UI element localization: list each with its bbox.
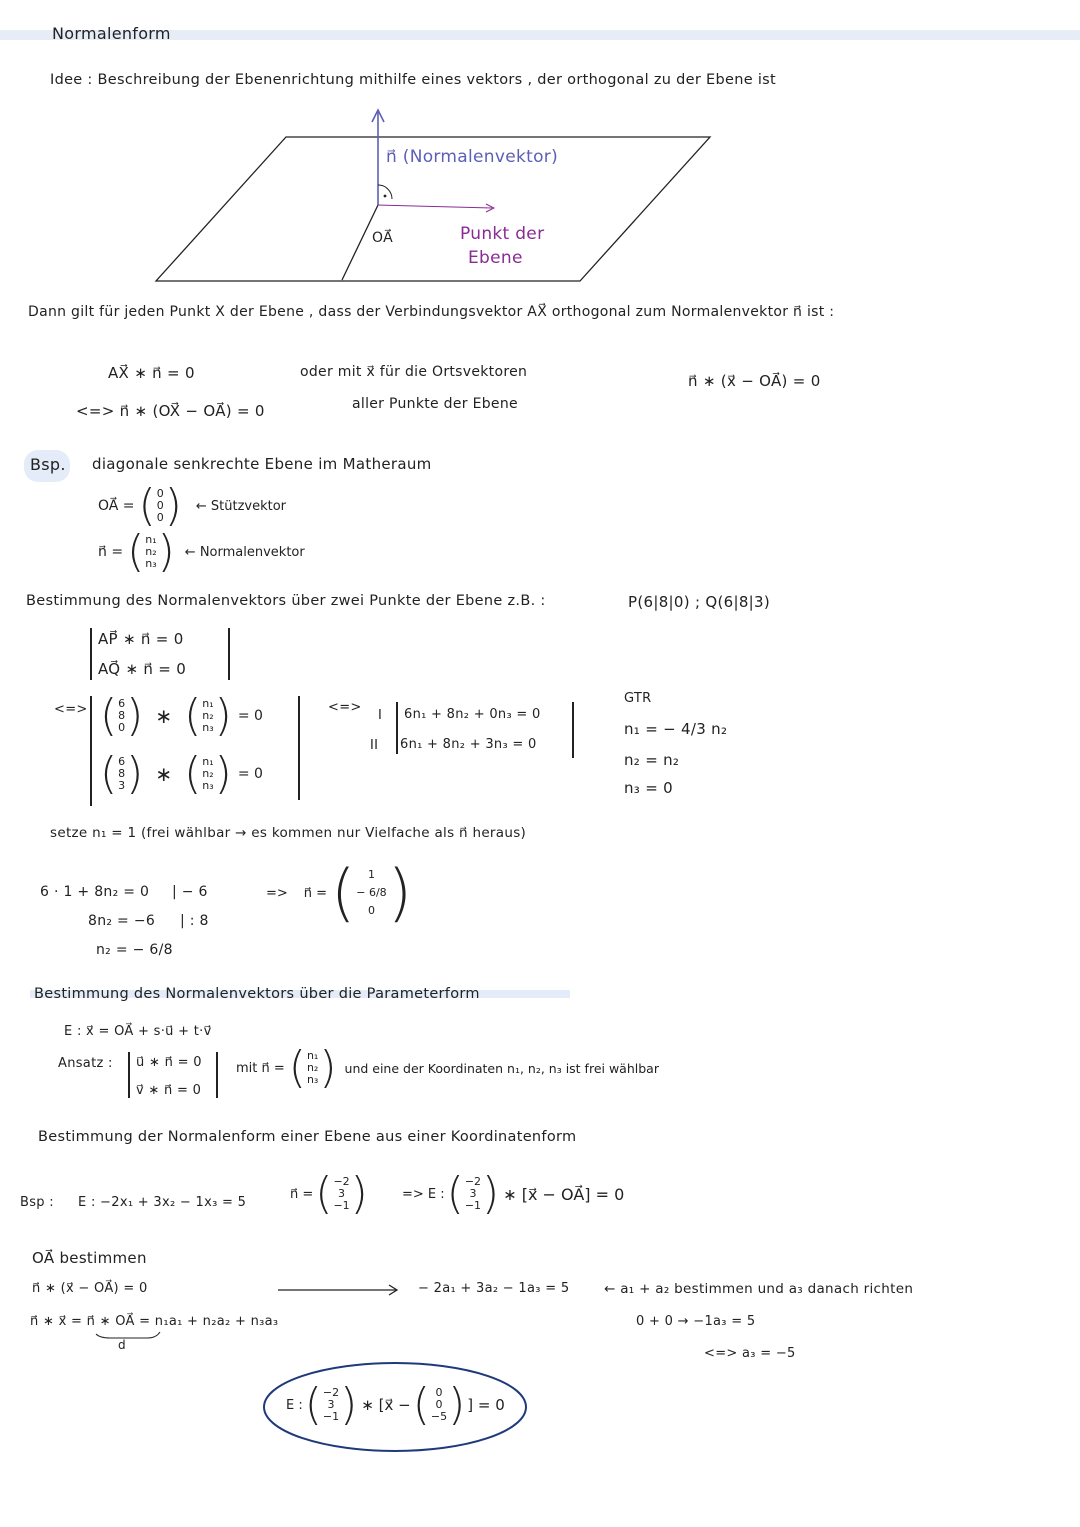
eq-n-ox-oa: <=> n⃗ ∗ (OX⃗ − OA⃗) = 0	[76, 402, 265, 420]
coord-n-row: n⃗ = ( −2 3 −1 )	[290, 1168, 368, 1219]
coord-r1: − 2a₁ + 3a₂ − 1a₃ = 5	[418, 1281, 570, 1296]
n-vector-b: n₁ n₂ n₃	[202, 755, 214, 792]
ansatz-label: Ansatz :	[58, 1056, 113, 1071]
oa-vector: 0 0 0	[156, 487, 164, 524]
eq-ax-n: AX⃗ ∗ n⃗ = 0	[108, 364, 195, 382]
coord-d: d	[118, 1338, 126, 1352]
coord-res-vector: −2 3 −1	[464, 1175, 482, 1212]
param-form: E : x⃗ = OA⃗ + s·u⃗ + t·v⃗	[64, 1024, 212, 1039]
n-lhs: n⃗ =	[98, 544, 124, 560]
calc-line-1: 6 · 1 + 8n₂ = 0	[40, 884, 150, 900]
idea-text: Idee : Beschreibung der Ebenenrichtung mithilfe eines vektors , der orthogonal zu der Ebene ist	[50, 72, 776, 88]
result-vector-row: => n⃗ = ( 1 − 6/8 0 )	[266, 856, 412, 929]
calc-line-1-op: | − 6	[172, 884, 208, 900]
coord-result-row: => E : ( −2 3 −1 ) ∗ [x⃗ − OA⃗] = 0	[402, 1168, 625, 1219]
lin-eq-2: 6n₁ + 8n₂ + 3n₃ = 0	[400, 737, 537, 752]
calc-line-2: 8n₂ = −6	[88, 913, 156, 929]
dot-product-2: ( 6 8 3 ) ∗ ( n₁ n₂ n₃ ) = 0	[100, 748, 263, 799]
ansatz-eq-1: u⃗ ∗ n⃗ = 0	[136, 1055, 202, 1070]
page-title: Normalenform	[52, 24, 171, 43]
mit-label: mit n⃗ =	[236, 1060, 285, 1076]
point-label-1: Punkt der	[460, 224, 545, 244]
implies-arrow: =>	[266, 885, 288, 901]
normal-vector-label: n⃗ (Normalenvektor)	[386, 147, 559, 167]
final-mid: ∗ [x⃗ −	[361, 1396, 411, 1414]
calc-line-3: n₂ = − 6/8	[96, 942, 173, 958]
ap-vector: 6 8 0	[118, 697, 126, 734]
oa-determine: OA⃗ bestimmen	[32, 1249, 147, 1267]
example-text: diagonale senkrechte Ebene im Matheraum	[92, 455, 432, 473]
set-n1-text: setze n₁ = 1 (frei wählbar → es kommen nur Vielfache als n⃗ heraus)	[50, 825, 527, 841]
alt-text-2: aller Punkte der Ebene	[352, 396, 518, 412]
final-oa-vector: 0 0 −5	[430, 1386, 448, 1423]
n-vector: n₁ n₂ n₃	[145, 533, 157, 570]
oa-label: OA⃗	[372, 230, 393, 246]
final-n-vector: −2 3 −1	[322, 1386, 340, 1423]
oa-lhs: OA⃗ =	[98, 498, 135, 514]
coord-r2: 0 + 0 → −1a₃ = 5	[636, 1314, 756, 1329]
n-note: ← Normalenvektor	[184, 544, 305, 560]
final-normal-form: E : ( −2 3 −1 ) ∗ [x⃗ − ( 0 0 −5 ) ] = 0	[286, 1379, 505, 1430]
sys-eq-1: AP⃗ ∗ n⃗ = 0	[98, 630, 184, 648]
n-vector-row: n⃗ = ( n₁ n₂ n₃ ) ← Normalenvektor	[98, 526, 305, 577]
coord-r3: <=> a₃ = −5	[704, 1346, 796, 1361]
coord-bsp: Bsp :	[20, 1195, 54, 1210]
dot-product-1: ( 6 8 0 ) ∗ ( n₁ n₂ n₃ ) = 0	[100, 690, 263, 741]
coord-eq: E : −2x₁ + 3x₂ − 1x₃ = 5	[78, 1195, 247, 1210]
ansatz-n-row: mit n⃗ = ( n₁ n₂ n₃ ) und eine der Koordinaten n₁, n₂, n₃ ist frei wählbar	[236, 1042, 659, 1093]
coord-step-2: n⃗ ∗ x⃗ = n⃗ ∗ OA⃗ = n₁a₁ + n₂a₂ + n₃a₃	[30, 1314, 279, 1329]
two-points-values: P(6|8|0) ; Q(6|8|3)	[628, 593, 771, 611]
roman-1: I	[378, 708, 383, 723]
coord-res-suffix: ∗ [x⃗ − OA⃗] = 0	[503, 1184, 625, 1204]
final-suffix: ] = 0	[467, 1396, 505, 1414]
roman-2: II	[370, 738, 379, 753]
ansatz-note: und eine der Koordinaten n₁, n₂, n₃ ist frei wählbar	[344, 1060, 659, 1076]
equiv-2: <=>	[328, 700, 362, 715]
aq-vector: 6 8 3	[118, 755, 126, 792]
eq-general: n⃗ ∗ (x⃗ − OA⃗) = 0	[688, 372, 821, 390]
coord-r1-note: ← a₁ + a₂ bestimmen und a₃ danach richten	[604, 1281, 914, 1297]
coord-n-vector: −2 3 −1	[333, 1175, 350, 1212]
oa-vector-row: OA⃗ = ( 0 0 0 ) ← Stützvektor	[98, 480, 287, 531]
sys-eq-2: AQ⃗ ∗ n⃗ = 0	[98, 660, 187, 678]
two-points-heading: Bestimmung des Normalenvektors über zwei Punkte der Ebene z.B. :	[26, 593, 546, 609]
point-label-2: Ebene	[468, 248, 523, 268]
coord-step-1: n⃗ ∗ (x⃗ − OA⃗) = 0	[32, 1281, 148, 1296]
gtr-line-2: n₂ = n₂	[624, 751, 680, 769]
result-vector: 1 − 6/8 0	[356, 868, 387, 917]
gtr-line-1: n₁ = − 4/3 n₂	[624, 720, 728, 738]
oa-note: ← Stützvektor	[195, 498, 287, 514]
ansatz-n-vector: n₁ n₂ n₃	[306, 1049, 319, 1086]
coord-res-prefix: => E :	[402, 1186, 445, 1202]
gtr-line-3: n₃ = 0	[624, 779, 673, 797]
alt-text-1: oder mit x⃗ für die Ortsvektoren	[300, 364, 528, 380]
underbrace	[96, 1332, 160, 1338]
param-heading: Bestimmung des Normalenvektors über die Parameterform	[34, 986, 480, 1002]
equiv-1: <=>	[54, 702, 88, 717]
n-vector-a: n₁ n₂ n₃	[202, 697, 214, 734]
gtr-label: GTR	[624, 691, 652, 706]
result-lhs: n⃗ =	[303, 885, 328, 901]
lin-eq-1: 6n₁ + 8n₂ + 0n₃ = 0	[404, 707, 541, 722]
final-prefix: E :	[286, 1397, 303, 1413]
coord-heading: Bestimmung der Normalenform einer Ebene aus einer Koordinatenform	[38, 1129, 577, 1145]
statement-text: Dann gilt für jeden Punkt X der Ebene , dass der Verbindungsvektor AX⃗ orthogonal zum Normalenvektor n⃗ ist :	[28, 304, 835, 320]
example-label: Bsp.	[30, 455, 66, 474]
coord-n-lhs: n⃗ =	[290, 1186, 314, 1202]
ansatz-eq-2: v⃗ ∗ n⃗ = 0	[136, 1083, 202, 1098]
calc-line-2-op: | : 8	[180, 913, 209, 929]
